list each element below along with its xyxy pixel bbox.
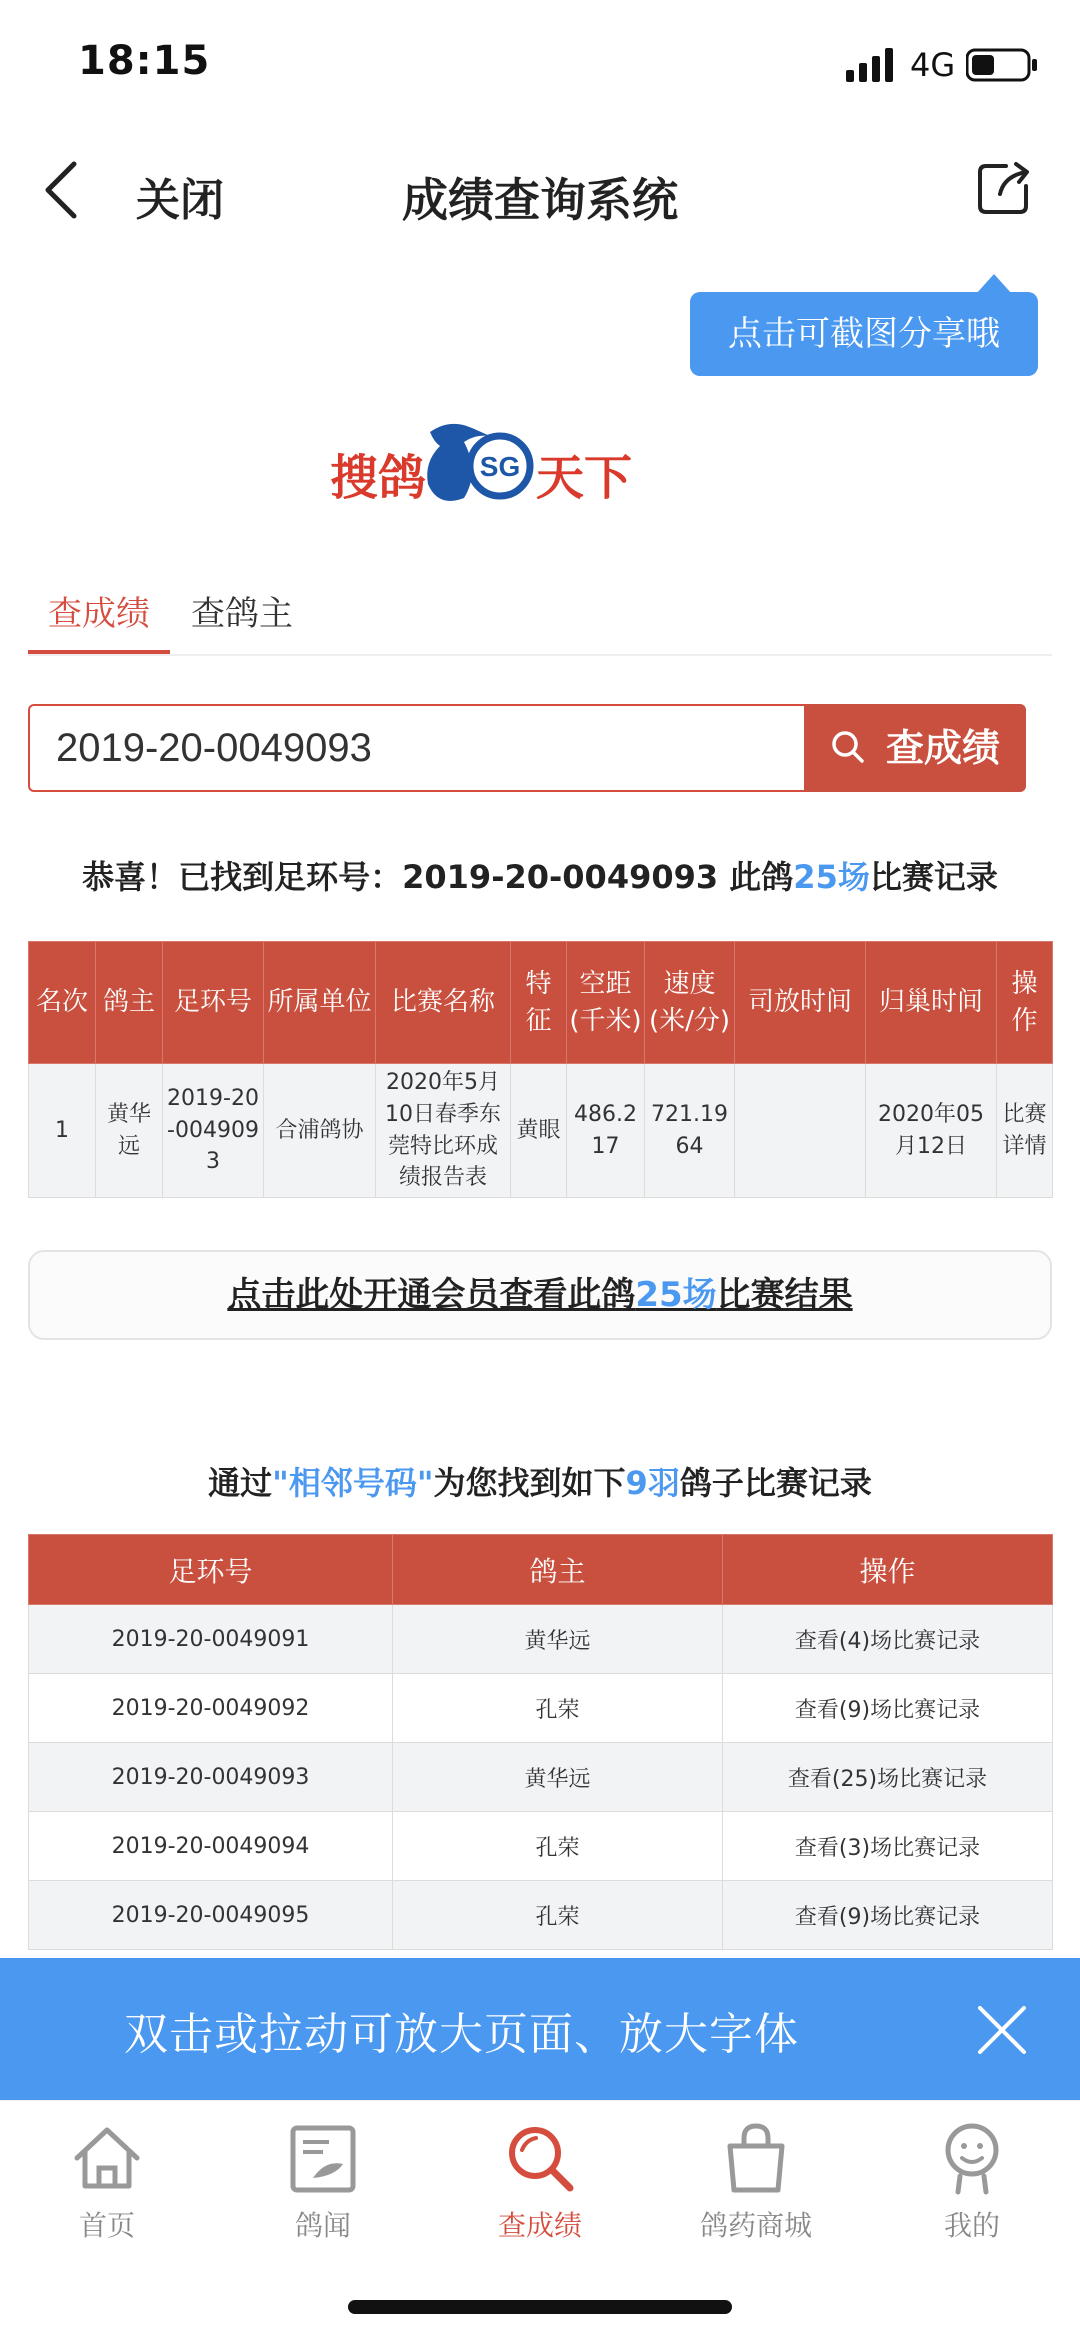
found-prefix: 恭喜！已找到足环号：2019-20-0049093 此鸽 [82,858,794,896]
tabbar-label: 鸽药商城 [699,2209,812,2242]
cell-ring: 2019-20-0049095 [29,1881,393,1950]
cell-ring: 2019-20-0049094 [29,1812,393,1881]
col-action: 操作 [997,942,1053,1064]
cell-ring: 2019-20-0049093 [163,1064,264,1198]
home-icon [67,2118,147,2198]
cell-ring: 2019-20-0049091 [29,1605,393,1674]
race-detail-link[interactable]: 比赛详情 [997,1064,1053,1198]
cell-ring: 2019-20-0049092 [29,1674,393,1743]
found-suffix: 比赛记录 [869,858,998,896]
status-time: 18:15 [78,38,211,84]
cell-owner: 孔荣 [393,1674,723,1743]
cell-owner: 孔荣 [393,1881,723,1950]
cell-owner: 黄华远 [393,1743,723,1812]
search-icon [500,2118,580,2198]
view-records-link[interactable]: 查看(25)场比赛记录 [723,1743,1053,1812]
ring-number-input[interactable] [28,704,804,792]
tabbar-label: 鸽闻 [294,2209,351,2242]
neighbor-count: 9羽 [625,1464,680,1502]
col-feature: 特征 [511,942,567,1064]
cell-ring: 2019-20-0049093 [29,1743,393,1812]
home-indicator[interactable] [348,2300,732,2314]
page-title: 成绩查询系统 [402,173,678,227]
col-ring: 足环号 [29,1535,393,1605]
zoom-hint-text: 双击或拉动可放大页面、放大字体 [124,2009,799,2060]
col-owner: 鸽主 [393,1535,723,1605]
neighbor-message [0,1458,1080,1504]
neighbor-header-row [29,1535,1053,1605]
neighbor-table [28,1534,1053,1950]
cell-race: 2020年5月10日春季东莞特比环成绩报告表 [376,1064,511,1198]
neighbor-middle: 为您找到如下 [433,1464,626,1502]
soge-logo [330,412,750,512]
logo-badge: SG [479,451,521,482]
cell-speed: 721.1964 [645,1064,735,1198]
close-button[interactable]: 关闭 [136,175,224,226]
cell-distance: 486.217 [567,1064,645,1198]
tab-results[interactable]: 查成绩 [28,586,170,654]
table-row [29,1743,1053,1812]
found-message [0,852,1080,898]
cell-owner: 黄华远 [96,1064,163,1198]
view-records-link[interactable]: 查看(4)场比赛记录 [723,1605,1053,1674]
col-unit: 所属单位 [264,942,376,1064]
col-release-time: 司放时间 [735,942,866,1064]
cell-owner: 黄华远 [393,1605,723,1674]
shop-bag-icon [716,2118,796,2198]
search-icon [830,729,866,765]
logo-text-right: 天下 [536,452,633,505]
profile-icon [932,2118,1012,2198]
cell-unit: 合浦鸽协 [264,1064,376,1198]
table-row [29,1812,1053,1881]
found-count: 25场 [793,858,870,896]
results-table [28,941,1053,1198]
signal-strength-icon [846,48,894,82]
cell-release-time [735,1064,866,1198]
col-distance: 空距(千米) [567,942,645,1064]
back-chevron-icon[interactable] [40,160,84,220]
neighbor-suffix: 鸽子比赛记录 [679,1464,872,1502]
open-membership-link[interactable] [28,1250,1052,1340]
logo-text-left: 搜鸽 [330,452,427,505]
col-race: 比赛名称 [376,942,511,1064]
tabbar-label: 首页 [78,2209,135,2242]
network-type: 4G [910,46,956,84]
share-tooltip[interactable]: 点击可截图分享哦 [690,292,1038,376]
neighbor-quoted: "相邻号码" [272,1464,434,1502]
search-button[interactable]: 查成绩 [804,704,1026,792]
view-records-link[interactable]: 查看(3)场比赛记录 [723,1812,1053,1881]
share-icon[interactable] [976,160,1032,216]
table-row [29,1605,1053,1674]
cell-return-time: 2020年05月12日 [866,1064,997,1198]
col-action: 操作 [723,1535,1053,1605]
neighbor-prefix: 通过 [208,1464,273,1502]
member-prefix: 点击此处开通会员查看此鸽 [227,1275,636,1315]
col-speed: 速度(米/分) [645,942,735,1064]
col-ring: 足环号 [163,942,264,1064]
battery-icon [966,48,1038,82]
col-return-time: 归巢时间 [866,942,997,1064]
table-row [29,1881,1053,1950]
tooltip-arrow [976,274,1012,294]
tabbar-item-home[interactable] [27,2118,187,2244]
view-records-link[interactable]: 查看(9)场比赛记录 [723,1674,1053,1743]
results-header-row [29,942,1053,1064]
table-row [29,1064,1053,1198]
tabbar-item-profile[interactable] [892,2118,1052,2244]
tab-owner[interactable]: 查鸽主 [191,594,293,634]
cell-feature: 黄眼 [511,1064,567,1198]
tab-divider [28,654,1052,656]
view-records-link[interactable]: 查看(9)场比赛记录 [723,1881,1053,1950]
news-icon [283,2118,363,2198]
tabbar-item-results[interactable] [460,2118,620,2244]
member-count: 25场 [635,1275,717,1315]
col-rank: 名次 [29,942,96,1064]
tabbar-item-shop[interactable] [676,2118,836,2244]
table-row [29,1674,1053,1743]
cell-owner: 孔荣 [393,1812,723,1881]
cell-rank: 1 [29,1064,96,1198]
close-icon[interactable] [976,2004,1028,2056]
tabbar-item-news[interactable] [243,2118,403,2244]
tabbar-label: 查成绩 [497,2209,582,2242]
tabbar-label: 我的 [943,2209,1000,2242]
member-suffix: 比赛结果 [716,1275,853,1315]
col-owner: 鸽主 [96,942,163,1064]
